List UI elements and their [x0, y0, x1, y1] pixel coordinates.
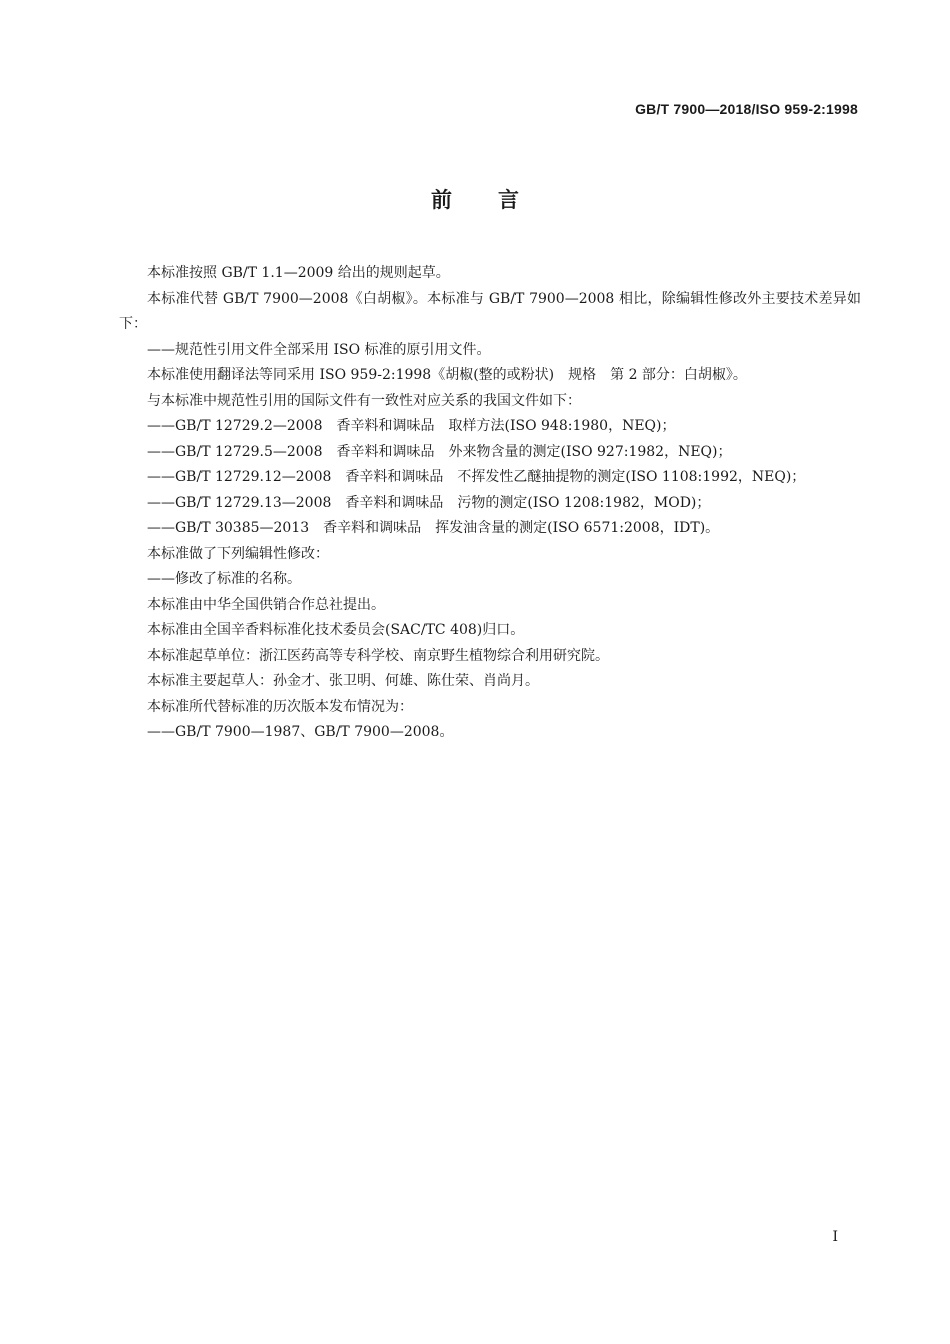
paragraph-proposer: 本标准由中华全国供销合作总社提出。: [147, 596, 385, 613]
paragraph-editorial-changes: 本标准做了下列编辑性修改：: [147, 545, 329, 562]
page-number: I: [832, 1229, 838, 1245]
paragraph-drafting-rules: 本标准按照 GB/T 1.1—2009 给出的规则起草。: [147, 265, 450, 281]
list-item: ——GB/T 12729.2—2008 香辛料和调味品 取样方法(ISO 948:1980，NEQ)；: [147, 418, 676, 434]
paragraph-committee: 本标准由全国辛香料标准化技术委员会(SAC/TC 408)归口。: [147, 622, 525, 638]
list-item: ——GB/T 12729.13—2008 香辛料和调味品 污物的测定(ISO 1208:1982，MOD)；: [147, 494, 711, 511]
list-item: ——GB/T 12729.5—2008 香辛料和调味品 外来物含量的测定(ISO 927:1982，NEQ)；: [147, 443, 732, 460]
paragraph-replacement: 本标准代替 GB/T 7900—2008《白胡椒》。本标准与 GB/T 7900—2008 相比，除编辑性修改外主要技术差异如下：: [119, 290, 861, 332]
paragraph-drafters: 本标准主要起草人：孙金才、张卫明、何雄、陈仕荣、肖尚月。: [147, 673, 539, 689]
list-item: ——GB/T 12729.12—2008 香辛料和调味品 不挥发性乙醚抽提物的测定(ISO 1108:1992，NEQ)；: [147, 469, 806, 485]
list-item: ——GB/T 30385—2013 香辛料和调味品 挥发油含量的测定(ISO 6571:2008，IDT)。: [147, 520, 720, 536]
paragraph-correspondence: 与本标准中规范性引用的国际文件有一致性对应关系的我国文件如下：: [147, 392, 581, 409]
list-item: ——规范性引用文件全部采用 ISO 标准的原引用文件。: [147, 341, 491, 358]
page-title: 前言: [431, 188, 565, 212]
paragraph-history: 本标准所代替标准的历次版本发布情况为：: [147, 698, 413, 715]
paragraph-drafting-units: 本标准起草单位：浙江医药高等专科学校、南京野生植物综合利用研究院。: [147, 647, 609, 664]
foreword-body: [119, 261, 861, 746]
list-item: ——GB/T 7900—1987、GB/T 7900—2008。: [147, 724, 454, 740]
paragraph-adoption: 本标准使用翻译法等同采用 ISO 959-2:1998《胡椒(整的或粉状) 规格 第 2 部分：白胡椒》。: [147, 367, 747, 383]
list-item: ——修改了标准的名称。: [147, 571, 301, 587]
standard-number-header: GB/T 7900—2018/ISO 959-2:1998: [635, 101, 858, 117]
